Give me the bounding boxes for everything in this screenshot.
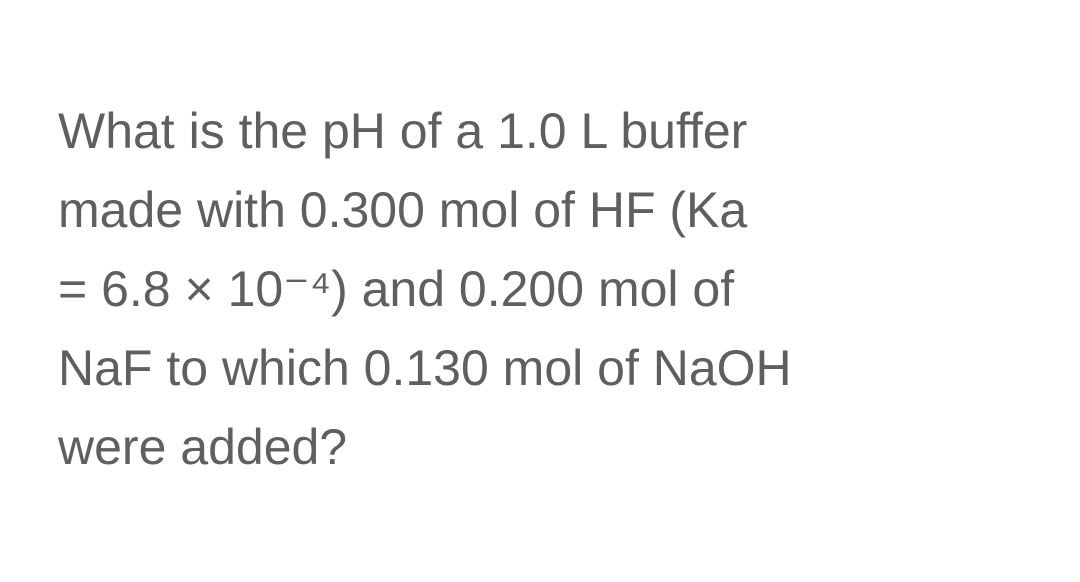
question-line-5: were added? — [58, 419, 348, 475]
question-text — [58, 100, 1018, 487]
question-line-3: = 6.8 × 10⁻⁴) and 0.200 mol of — [58, 261, 735, 317]
question-line-2: made with 0.300 mol of HF (Ka — [58, 182, 748, 238]
question-line-4: NaF to which 0.130 mol of NaOH — [58, 340, 792, 396]
question-line-1: What is the pH of a 1.0 L buffer — [58, 103, 748, 159]
